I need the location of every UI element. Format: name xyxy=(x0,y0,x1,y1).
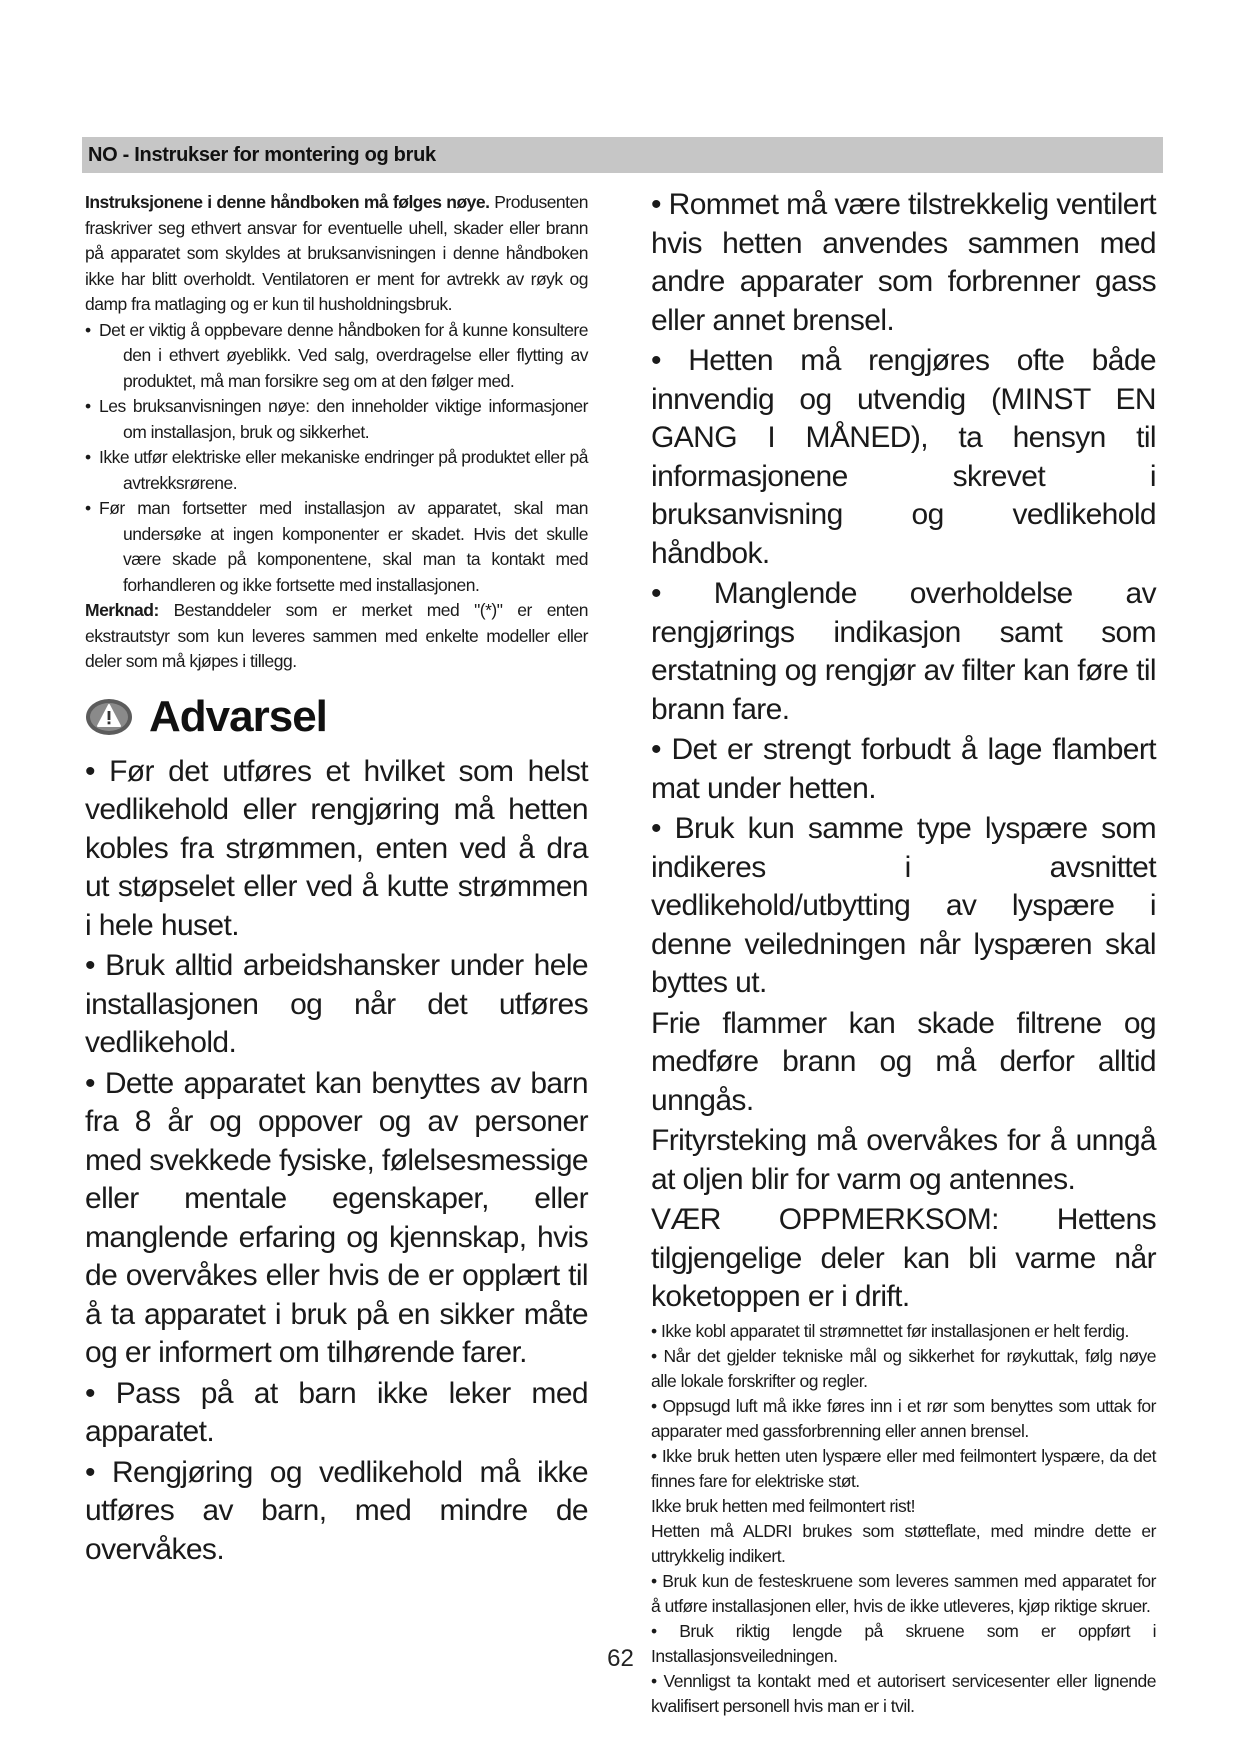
small-bullet-2: • Les bruksanvisningen nøye: den inneholder viktige informasjoner om installasjon, bruk og sikkerhet. xyxy=(85,396,588,442)
right-column xyxy=(651,186,1156,1719)
warning-triangle-icon xyxy=(85,697,133,737)
page-number: 62 xyxy=(607,1645,634,1672)
right-paragraph-2: • Hetten må rengjøres ofte både innvendig og utvendig (MINST EN GANG I MÅNED), ta hensyn til informasjonene skrevet i bruksanvisning og vedlikehold håndbok. xyxy=(651,344,1156,570)
small-bullet-3: • Ikke utfør elektriske eller mekaniske endringer på produktet eller på avtrekksrørene. xyxy=(85,447,588,493)
section-header xyxy=(82,137,1163,173)
right-small-1: • Ikke kobl apparatet til strømnettet før installasjonen er helt ferdig. xyxy=(651,1320,1129,1341)
note-paragraph xyxy=(85,598,588,675)
left-column xyxy=(85,190,588,1571)
right-paragraph-3: • Manglende overholdelse av rengjørings indikasjon samt som erstatning og rengjør av filter kan føre til brann fare. xyxy=(651,577,1156,726)
small-bullet-text: Ikke utfør elektriske eller mekaniske endringer på produktet eller på avtrekksrørene. xyxy=(99,447,588,493)
warning-title: Advarsel xyxy=(149,691,327,741)
warning-paragraph-2: • Bruk alltid arbeidshansker under hele installasjonen og når det utføres vedlikehold. xyxy=(85,949,588,1059)
right-small-7: • Bruk kun de festeskruene som leveres sammen med apparatet for å utføre installasjonen eller, hvis de ikke utleveres, kjøp riktige skruer. xyxy=(651,1570,1156,1616)
right-small-6: Hetten må ALDRI brukes som støtteflate, med mindre dette er uttrykkelig indikert. xyxy=(651,1520,1156,1566)
right-paragraph-6: Frie flammer kan skade filtrene og medføre brann og må derfor alltid unngås. xyxy=(651,1006,1156,1117)
note-text: Bestanddeler som er merket med "(*)" er enten ekstrautstyr som kun leveres sammen med enkelte modeller eller deler som må kjøpes i tillegg. xyxy=(85,600,588,671)
small-bullet-text: Før man fortsetter med installasjon av apparatet, skal man undersøke at ingen komponenter er skadet. Hvis det skulle være skade på komponentene, skal man ta kontakt med forhandleren og ikke fortsette med installasjonen. xyxy=(99,498,588,595)
right-small-3: • Oppsugd luft må ikke føres inn i et rør som benyttes som uttak for apparater med gassforbrenning eller annen brensel. xyxy=(651,1395,1156,1441)
right-small-2: • Når det gjelder tekniske mål og sikkerhet for røykuttak, følg nøye alle lokale forskrifter og regler. xyxy=(651,1345,1156,1391)
intro-paragraph xyxy=(85,190,588,318)
small-bullet-1: • Det er viktig å oppbevare denne håndboken for å kunne konsultere den i ethvert øyeblikk. Ved salg, overdragelse eller flytting av produktet, må man forsikre seg om at den følger med. xyxy=(85,319,588,391)
small-bullet-text: Det er viktig å oppbevare denne håndboken for å kunne konsultere den i ethvert øyeblikk. Ved salg, overdragelse eller flytting av produktet, må man forsikre seg om at den følger med. xyxy=(99,319,588,391)
warning-paragraph-4: • Pass på at barn ikke leker med apparatet. xyxy=(85,1376,588,1448)
small-bullet-4: • Før man fortsetter med installasjon av apparatet, skal man undersøke at ingen komponenter er skadet. Hvis det skulle være skade på komponentene, skal man ta kontakt med forhandleren og ikke fortsette med installasjonen. xyxy=(85,498,588,595)
right-small-5: Ikke bruk hetten med feilmontert rist! xyxy=(651,1495,916,1516)
right-small-4: • Ikke bruk hetten uten lyspære eller med feilmontert lyspære, da det finnes fare for elektriske støt. xyxy=(651,1445,1156,1491)
warning-paragraph-3: • Dette apparatet kan benyttes av barn fra 8 år og oppover og av personer med svekkede fysiske, følelsesmessige eller mentale egenskaper, eller manglende erfaring og kjennskap, hvis de overvåkes eller hvis de er opplært til å ta apparatet i bruk på en sikker måte og er informert om tilhørende farer. xyxy=(85,1066,588,1369)
right-paragraph-7: Frityrsteking må overvåkes for å unngå at oljen blir for varm og antennes. xyxy=(651,1124,1156,1196)
warning-paragraph-5: • Rengjøring og vedlikehold må ikke utføres av barn, med mindre de overvåkes. xyxy=(85,1455,588,1566)
right-paragraph-4: • Det er strengt forbudt å lage flambert mat under hetten. xyxy=(651,733,1156,805)
right-paragraph-1: • Rommet må være tilstrekkelig ventilert hvis hetten anvendes sammen med andre apparater som forbrenner gass eller annet brensel. xyxy=(651,188,1156,337)
intro-bold: Instruksjonene i denne håndboken må følges nøye. xyxy=(85,192,490,212)
right-paragraph-5: • Bruk kun samme type lyspære som indikeres i avsnittet vedlikehold/utbytting av lyspære i denne veiledningen når lyspæren skal byttes ut. xyxy=(651,812,1156,999)
right-paragraph-8: VÆR OPPMERKSOM: Hettens tilgjengelige deler kan bli varme når koketoppen er i drift. xyxy=(651,1203,1156,1313)
note-label: Merknad: xyxy=(85,600,159,620)
small-bullet-text: Les bruksanvisningen nøye: den inneholder viktige informasjoner om installasjon, bruk og sikkerhet. xyxy=(99,396,588,442)
intro-text: Produsenten fraskriver seg ethvert ansvar for eventuelle uhell, skader eller brann på apparatet som skyldes at bruksanvisningen i denne håndboken ikke har blitt overholdt. Ventilatoren er ment for avtrekk av røyk og damp fra matlaging og er kun til husholdningsbruk. xyxy=(85,192,588,314)
warning-heading xyxy=(85,689,588,745)
section-title: NO - Instrukser for montering og bruk xyxy=(88,143,436,166)
right-small-9: • Vennligst ta kontakt med et autorisert servicesenter eller lignende kvalifisert personell hvis man er i tvil. xyxy=(651,1670,1156,1716)
warning-paragraph-1: • Før det utføres et hvilket som helst vedlikehold eller rengjøring må hetten kobles fra strømmen, enten ved å dra ut støpselet eller ved å kutte strømmen i hele huset. xyxy=(85,754,588,942)
right-small-8: • Bruk riktig lengde på skruene som er oppført i Installasjonsveiledningen. xyxy=(651,1620,1156,1666)
